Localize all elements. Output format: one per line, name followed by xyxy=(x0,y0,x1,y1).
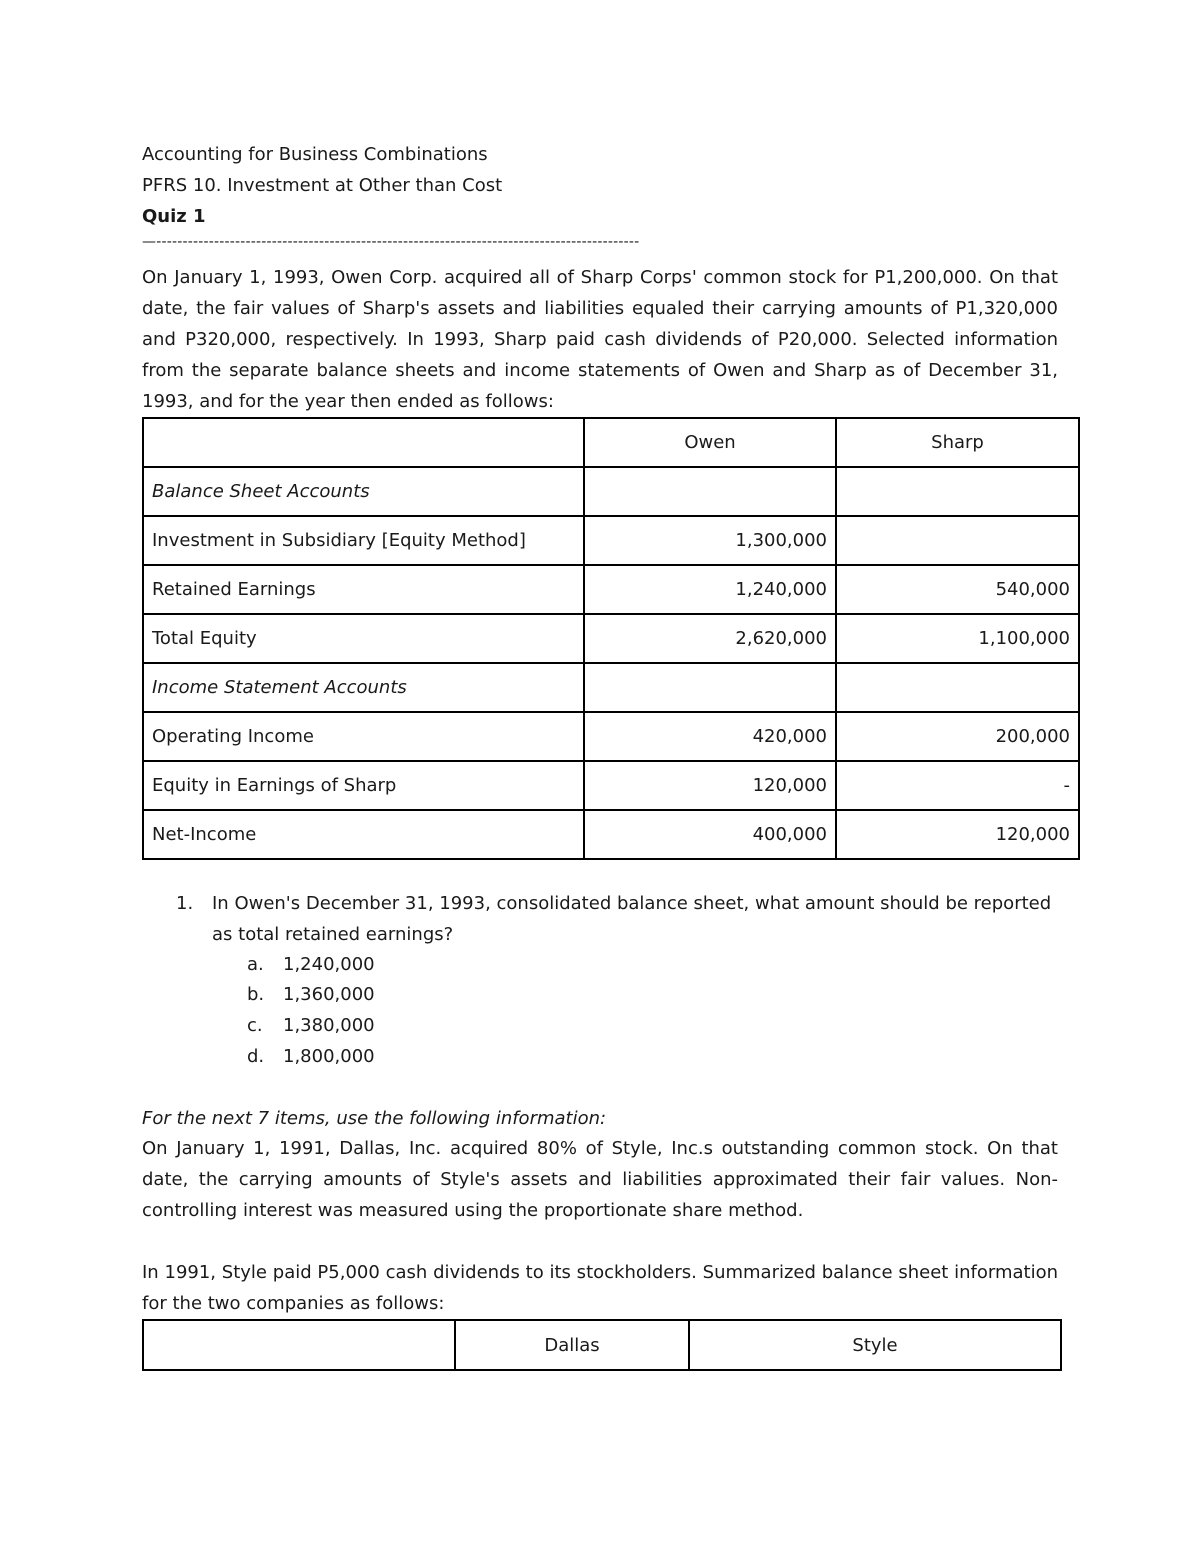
option-value: 1,240,000 xyxy=(283,954,375,975)
option-value: 1,800,000 xyxy=(283,1046,375,1067)
sharp-value: - xyxy=(836,761,1079,810)
table-row xyxy=(143,663,1079,712)
table-row xyxy=(143,712,1079,761)
header-cell-owen: Owen xyxy=(584,418,836,467)
option-value: 1,360,000 xyxy=(283,984,375,1005)
row-label: Income Statement Accounts xyxy=(143,663,584,712)
problem2-intro: On January 1, 1991, Dallas, Inc. acquired 80% of Style, Inc.s outstanding common stock. On that date, the carrying amounts of Style's assets and liabilities approximated their fair values. Non- controlling interest was measured using the proportionate share method. xyxy=(142,1138,1058,1221)
owen-value: 120,000 xyxy=(584,761,836,810)
header-cell-style: Style xyxy=(689,1320,1061,1370)
problem1-table xyxy=(142,417,1080,860)
question-number: 1. xyxy=(176,893,194,914)
option-letter: a. xyxy=(247,954,264,975)
owen-value: 1,240,000 xyxy=(584,565,836,614)
problem2-table xyxy=(142,1319,1062,1371)
option-value: 1,380,000 xyxy=(283,1015,375,1036)
header-cell-dallas: Dallas xyxy=(455,1320,689,1370)
sharp-value xyxy=(836,467,1079,516)
sharp-value: 1,100,000 xyxy=(836,614,1079,663)
sharp-value: 120,000 xyxy=(836,810,1079,859)
sharp-value: 540,000 xyxy=(836,565,1079,614)
sharp-value xyxy=(836,663,1079,712)
table-header-row xyxy=(143,1320,1061,1370)
row-label: Operating Income xyxy=(143,712,584,761)
table-row xyxy=(143,467,1079,516)
table-header-row xyxy=(143,418,1079,467)
problem2-intro2: In 1991, Style paid P5,000 cash dividends to its stockholders. Summarized balance sheet information for the two companies as follows: xyxy=(142,1262,1058,1314)
header-cell-sharp: Sharp xyxy=(836,418,1079,467)
table-row xyxy=(143,761,1079,810)
quiz-title: Quiz 1 xyxy=(142,206,206,227)
course-title: Accounting for Business Combinations xyxy=(142,144,488,165)
owen-value: 420,000 xyxy=(584,712,836,761)
header-cell-blank xyxy=(143,1320,455,1370)
row-label: Net-Income xyxy=(143,810,584,859)
table-row xyxy=(143,614,1079,663)
row-label: Investment in Subsidiary [Equity Method] xyxy=(143,516,584,565)
table-row xyxy=(143,565,1079,614)
owen-value xyxy=(584,467,836,516)
owen-value: 2,620,000 xyxy=(584,614,836,663)
owen-value xyxy=(584,663,836,712)
row-label: Retained Earnings xyxy=(143,565,584,614)
option-letter: d. xyxy=(247,1046,265,1067)
table-row xyxy=(143,810,1079,859)
header-cell-blank xyxy=(143,418,584,467)
problem2-lead: For the next 7 items, use the following information: xyxy=(142,1108,607,1129)
topic-title: PFRS 10. Investment at Other than Cost xyxy=(142,175,503,196)
option-letter: c. xyxy=(247,1015,263,1036)
owen-value: 400,000 xyxy=(584,810,836,859)
row-label: Total Equity xyxy=(143,614,584,663)
problem1-intro: On January 1, 1993, Owen Corp. acquired all of Sharp Corps' common stock for P1,200,000. On that date, the fair values of Sharp's assets and liabilities equaled their carrying amounts of P1,320,000 and P320,000, respectively. In 1993, Sharp paid cash dividends of P20,000. Selected information from the separate balance sheets and income statements of Owen and Sharp as of December 31, 1993, and for the year then ended as follows: xyxy=(142,267,1058,412)
sharp-value xyxy=(836,516,1079,565)
owen-value: 1,300,000 xyxy=(584,516,836,565)
sharp-value: 200,000 xyxy=(836,712,1079,761)
question-text: In Owen's December 31, 1993, consolidated balance sheet, what amount should be reported as total retained earnings? xyxy=(212,893,1052,945)
row-label: Balance Sheet Accounts xyxy=(143,467,584,516)
separator-line: —-------------------------------------------------------------------------------------------- xyxy=(142,234,640,250)
row-label: Equity in Earnings of Sharp xyxy=(143,761,584,810)
option-letter: b. xyxy=(247,984,265,1005)
table-row xyxy=(143,516,1079,565)
